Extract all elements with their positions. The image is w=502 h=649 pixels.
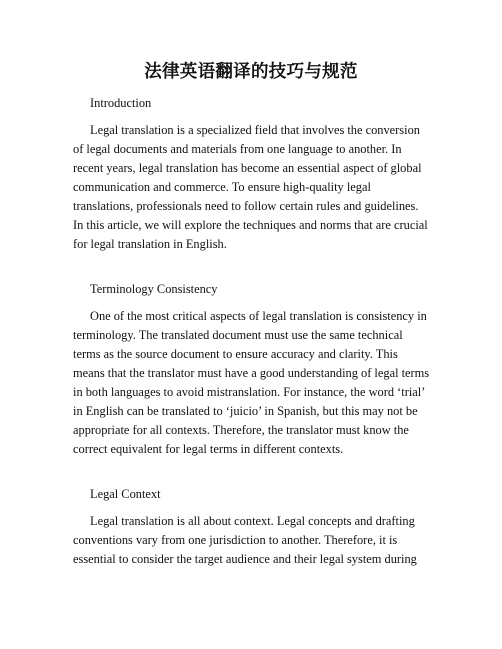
document-title: 法律英语翻译的技巧与规范 xyxy=(144,62,358,82)
paragraph-line: Legal translation is all about context. Legal concepts and drafting xyxy=(90,514,415,528)
paragraph-line: Legal translation is a specialized field that involves the conversion xyxy=(90,123,420,137)
section-paragraph-introduction xyxy=(73,121,433,254)
section-heading-terminology-consistency: Terminology Consistency xyxy=(90,282,218,296)
paragraph-line: appropriate for all contexts. Therefore, the translator must know the xyxy=(73,423,409,437)
section-paragraph-terminology-consistency xyxy=(73,307,433,459)
section-paragraph-legal-context xyxy=(73,512,433,569)
paragraph-line: communication and commerce. To ensure high-quality legal xyxy=(73,180,371,194)
paragraph-line: translations, professionals need to follow certain rules and guidelines. xyxy=(73,199,419,213)
paragraph-line: recent years, legal translation has become an essential aspect of global xyxy=(73,161,422,175)
paragraph-line: terms as the source document to ensure accuracy and clarity. This xyxy=(73,347,398,361)
paragraph-line: correct equivalent for legal terms in different contexts. xyxy=(73,442,344,456)
paragraph-line: of legal documents and materials from one language to another. In xyxy=(73,142,402,156)
paragraph-line: terminology. The translated document must use the same technical xyxy=(73,328,403,342)
paragraph-line: means that the translator must have a good understanding of legal terms xyxy=(73,366,430,380)
paragraph-line: in English can be translated to ‘juicio’ in Spanish, but this may not be xyxy=(73,404,418,418)
paragraph-line: One of the most critical aspects of legal translation is consistency in xyxy=(90,309,427,323)
paragraph-line: conventions vary from one jurisdiction to another. Therefore, it is xyxy=(73,533,398,547)
section-heading-introduction: Introduction xyxy=(90,96,152,110)
paragraph-line: In this article, we will explore the techniques and norms that are crucial xyxy=(73,218,428,232)
section-heading-legal-context: Legal Context xyxy=(90,487,161,501)
paragraph-line: in both languages to avoid mistranslation. For instance, the word ‘trial’ xyxy=(73,385,426,399)
paragraph-line: essential to consider the target audience and their legal system during xyxy=(73,552,417,566)
paragraph-line: for legal translation in English. xyxy=(73,237,227,251)
